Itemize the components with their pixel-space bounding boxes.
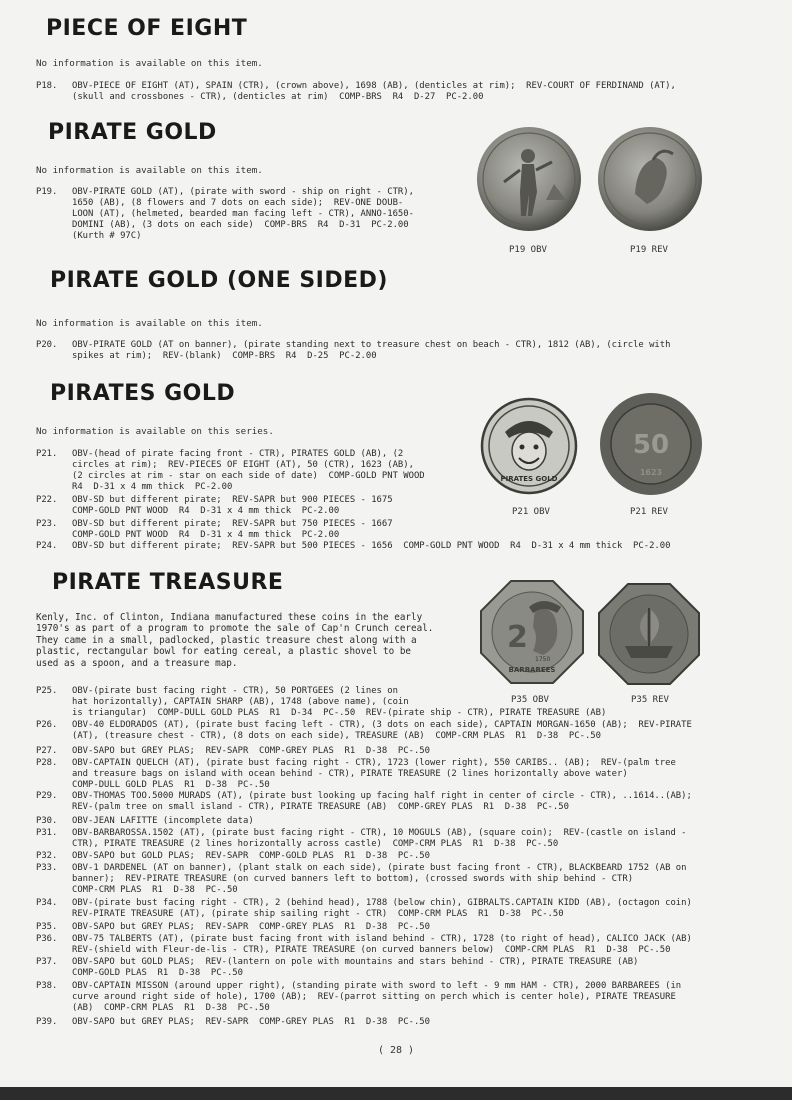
entry-text: OBV-(head of pirate facing front - CTR), PIRATES GOLD (AB), (2 circles at rim); REV-PIECES OF EIGHT (AT), 50 (CTR), 1623 (AB), (2 circles at rim - star on each side of date) COMP-GOLD PNT WOOD R4 D-31 x 4 mm thick PC-2.00 [72, 449, 425, 492]
entry-text: OBV-PIRATE GOLD (AT on banner), (pirate standing next to treasure chest on beach - CTR), 1812 (AB), (circle with spikes at rim); REV-(blank) COMP-BRS R4 D-25 PC-2.00 [72, 340, 671, 361]
coin-label-1750: 1750 [535, 656, 551, 663]
entry-id: P35. [36, 922, 58, 932]
heading-pirate-treasure: PIRATE TREASURE [52, 570, 284, 595]
coin-label-1623: 1623 [639, 468, 663, 477]
entry-text: OBV-THOMAS TOO.5000 MURADS (AT), (pirate bust looking up facing half right in center of circle - CTR), ..1614..(AB); REV-(palm tree on small island - CTR), PIRATE TREASURE (AB) COMP-GREY PLAS R1 D-38 PC-.50 [72, 791, 692, 812]
coin-image-p35-rev [595, 580, 703, 688]
entry-id: P29. [36, 791, 58, 801]
entry-id: P36. [36, 934, 58, 944]
entry-text: OBV-(pirate bust facing right - CTR), 2 (behind head), 1788 (below chin), GIBRALTS.CAPTAIN KIDD (AB), (octagon coin) REV-PIRATE TREASURE (AT), (pirate ship sailing right - CTR) COMP-CRM PLAS R1 D-38 PC-.50 [72, 898, 692, 919]
coin-image-p19-obv [474, 124, 584, 234]
entry-id: P37. [36, 957, 58, 967]
entry-id: P19. [36, 187, 58, 197]
entry-id: P20. [36, 340, 58, 350]
coin-label-barbarees: BARBAREES [508, 666, 556, 674]
bottom-border [0, 1087, 792, 1100]
note-pirate-gold: No information is available on this item. [36, 165, 263, 176]
entry-id: P23. [36, 519, 58, 529]
entry-text: OBV-1 DARDENEL (AT on banner), (plant stalk on each side), (pirate bust facing front - CTR), BLACKBEARD 1752 (AB on banner); REV-PIRATE TREASURE (on curved banners left to bottom), (crossed swords with ship behind - CTR) COMP-CRM PLAS R1 D-38 PC-.50 [72, 863, 687, 895]
entry-id: P28. [36, 758, 58, 768]
coin-image-p21-obv [479, 396, 579, 496]
entry-id: P31. [36, 828, 58, 838]
entry-id: P30. [36, 816, 58, 826]
note-pirates-gold: No information is available on this series. [36, 426, 274, 437]
entry-text: OBV-75 TALBERTS (AT), (pirate bust facing front with island behind - CTR), 1728 (to right of head), CALICO JACK (AB) REV-(shield with Fleur-de-lis - CTR), PIRATE TREASURE (on curved banners below) COMP-CRM PLAS R1 D-38 PC-.50 [72, 934, 692, 955]
caption-p21-obv: P21 OBV [512, 507, 550, 517]
entry-text: OBV-SD but different pirate; REV-SAPR but 900 PIECES - 1675 COMP-GOLD PNT WOOD R4 D-31 x 4 mm thick PC-2.00 [72, 495, 393, 516]
coin-image-p19-rev [595, 124, 705, 234]
entry-text: OBV-SAPO but GREY PLAS; REV-SAPR COMP-GREY PLAS R1 D-38 PC-.50 [72, 1017, 430, 1027]
entry-text: OBV-CAPTAIN QUELCH (AT), (pirate bust facing right - CTR), 1723 (lower right), 550 CARIBS.. (AB); REV-(palm tree and treasure bags on island with ocean behind - CTR), PIRATE TREASURE (2 lines horizontally above water) COMP-DULL GOLD PLAS R1 D-38 PC-.50 [72, 758, 676, 790]
entry-text: OBV-JEAN LAFITTE (incomplete data) [72, 816, 254, 826]
entry-id: P33. [36, 863, 58, 873]
entry-id: P18. [36, 81, 58, 91]
coin-image-p21-rev [598, 391, 704, 497]
entry-text: OBV-BARBAROSSA.1502 (AT), (pirate bust facing right - CTR), 10 MOGULS (AB), (square coin); REV-(castle on island - CTR), PIRATE TREASURE (2 lines horizontally across castle) COMP-CRM PLAS R1 D-38 PC-.50 [72, 828, 687, 849]
entry-id: P38. [36, 981, 58, 991]
heading-pirate-gold-one-sided: PIRATE GOLD (ONE SIDED) [50, 268, 388, 293]
entry-text: OBV-SAPO but GREY PLAS; REV-SAPR COMP-GREY PLAS R1 D-38 PC-.50 [72, 922, 430, 932]
caption-p35-rev: P35 REV [631, 695, 669, 705]
entry-id: P32. [36, 851, 58, 861]
entry-text: OBV-PIECE OF EIGHT (AT), SPAIN (CTR), (crown above), 1698 (AB), (denticles at rim); REV-COURT OF FERDINAND (AT), (skull and crossbones - CTR), (denticles at rim) COMP-BRS R4 D-27 PC-2.00 [72, 81, 676, 102]
entry-id: P24. [36, 541, 58, 551]
coin-label-2: 2 [507, 620, 528, 655]
entry-id: P22. [36, 495, 58, 505]
coin-label-50: 50 [632, 430, 670, 460]
caption-p19-rev: P19 REV [630, 245, 668, 255]
entry-text: OBV-40 ELDORADOS (AT), (pirate bust facing left - CTR), (3 dots on each side), CAPTAIN MORGAN-1650 (AB); REV-PIRATE (AT), (treasure chest - CTR), (8 dots on each side), TREASURE (AB) COMP-CRM PLAS R1 D-38 PC-.50 [72, 720, 692, 741]
entry-id: P26. [36, 720, 58, 730]
entry-text: OBV-PIRATE GOLD (AT), (pirate with sword - ship on right - CTR), 1650 (AB), (8 flowers and 7 dots on each side); REV-ONE DOUB- LOON (AT), (helmeted, bearded man facing left - CTR), ANNO-1650- DOMINI (AB), (3 dots on each side) COMP-BRS R4 D-31 PC-2.00 (Kurth # 97C) [72, 187, 414, 241]
intro-paragraph: Kenly, Inc. of Clinton, Indiana manufactured these coins in the early 1970's as part of a program to promote the sale of Cap'n Crunch cereal. They came in a small, padlocked, plastic treasure chest along with a plastic, rectangular bowl for eating cereal, a plastic shovel to be used as a spoon, and a treasure map. [36, 612, 434, 669]
entry-text: OBV-SAPO but GOLD PLAS; REV-SAPR COMP-GOLD PLAS R1 D-38 PC-.50 [72, 851, 430, 861]
entry-id: P21. [36, 449, 58, 459]
heading-pirate-gold: PIRATE GOLD [48, 120, 217, 145]
caption-p19-obv: P19 OBV [509, 245, 547, 255]
entry-id: P27. [36, 746, 58, 756]
entry-text: OBV-SAPO but GOLD PLAS; REV-(lantern on pole with mountains and stars behind - CTR), PIRATE TREASURE (AB) COMP-GOLD PLAS R1 D-38 PC-.50 [72, 957, 639, 978]
entry-id: P34. [36, 898, 58, 908]
heading-piece-of-eight: PIECE OF EIGHT [46, 16, 248, 41]
coin-image-p35-obv [477, 577, 587, 687]
note-pirate-gold-one-sided: No information is available on this item. [36, 318, 263, 329]
caption-p35-obv: P35 OBV [511, 695, 549, 705]
entry-id: P25. [36, 686, 58, 696]
entry-text: OBV-SAPO but GREY PLAS; REV-SAPR COMP-GREY PLAS R1 D-38 PC-.50 [72, 746, 430, 756]
entry-text: OBV-(pirate bust facing right - CTR), 50 PORTGEES (2 lines on hat horizontally), CAPTAIN SHARP (AB), 1748 (above name), (coin is triangular) COMP-DULL GOLD PLAS R1 D-34 PC-.50 REV-(pirate ship - CTR), PIRATE TREASURE (AB) [72, 686, 607, 718]
entry-text: OBV-SD but different pirate; REV-SAPR but 750 PIECES - 1667 COMP-GOLD PNT WOOD R4 D-31 x 4 mm thick PC-2.00 [72, 519, 393, 540]
entry-id: P39. [36, 1017, 58, 1027]
entry-text: OBV-SD but different pirate; REV-SAPR but 500 PIECES - 1656 COMP-GOLD PNT WOOD R4 D-31 x 4 mm thick PC-2.00 [72, 541, 671, 551]
coin-label-pirates-gold: PIRATES GOLD [500, 475, 558, 483]
caption-p21-rev: P21 REV [630, 507, 668, 517]
note-piece-of-eight: No information is available on this item. [36, 58, 263, 69]
heading-pirates-gold: PIRATES GOLD [50, 381, 236, 406]
page-number: ( 28 ) [377, 1045, 415, 1056]
entry-text: OBV-CAPTAIN MISSON (around upper right), (standing pirate with sword to left - 9 mm HAM - CTR), 2000 BARBAREES (in curve around right side of hole), 1700 (AB); REV-(parrot sitting on perch which is center hole), PIRATE TREASURE (AB) COMP-CRM PLAS R1 D-38 PC-.50 [72, 981, 682, 1013]
